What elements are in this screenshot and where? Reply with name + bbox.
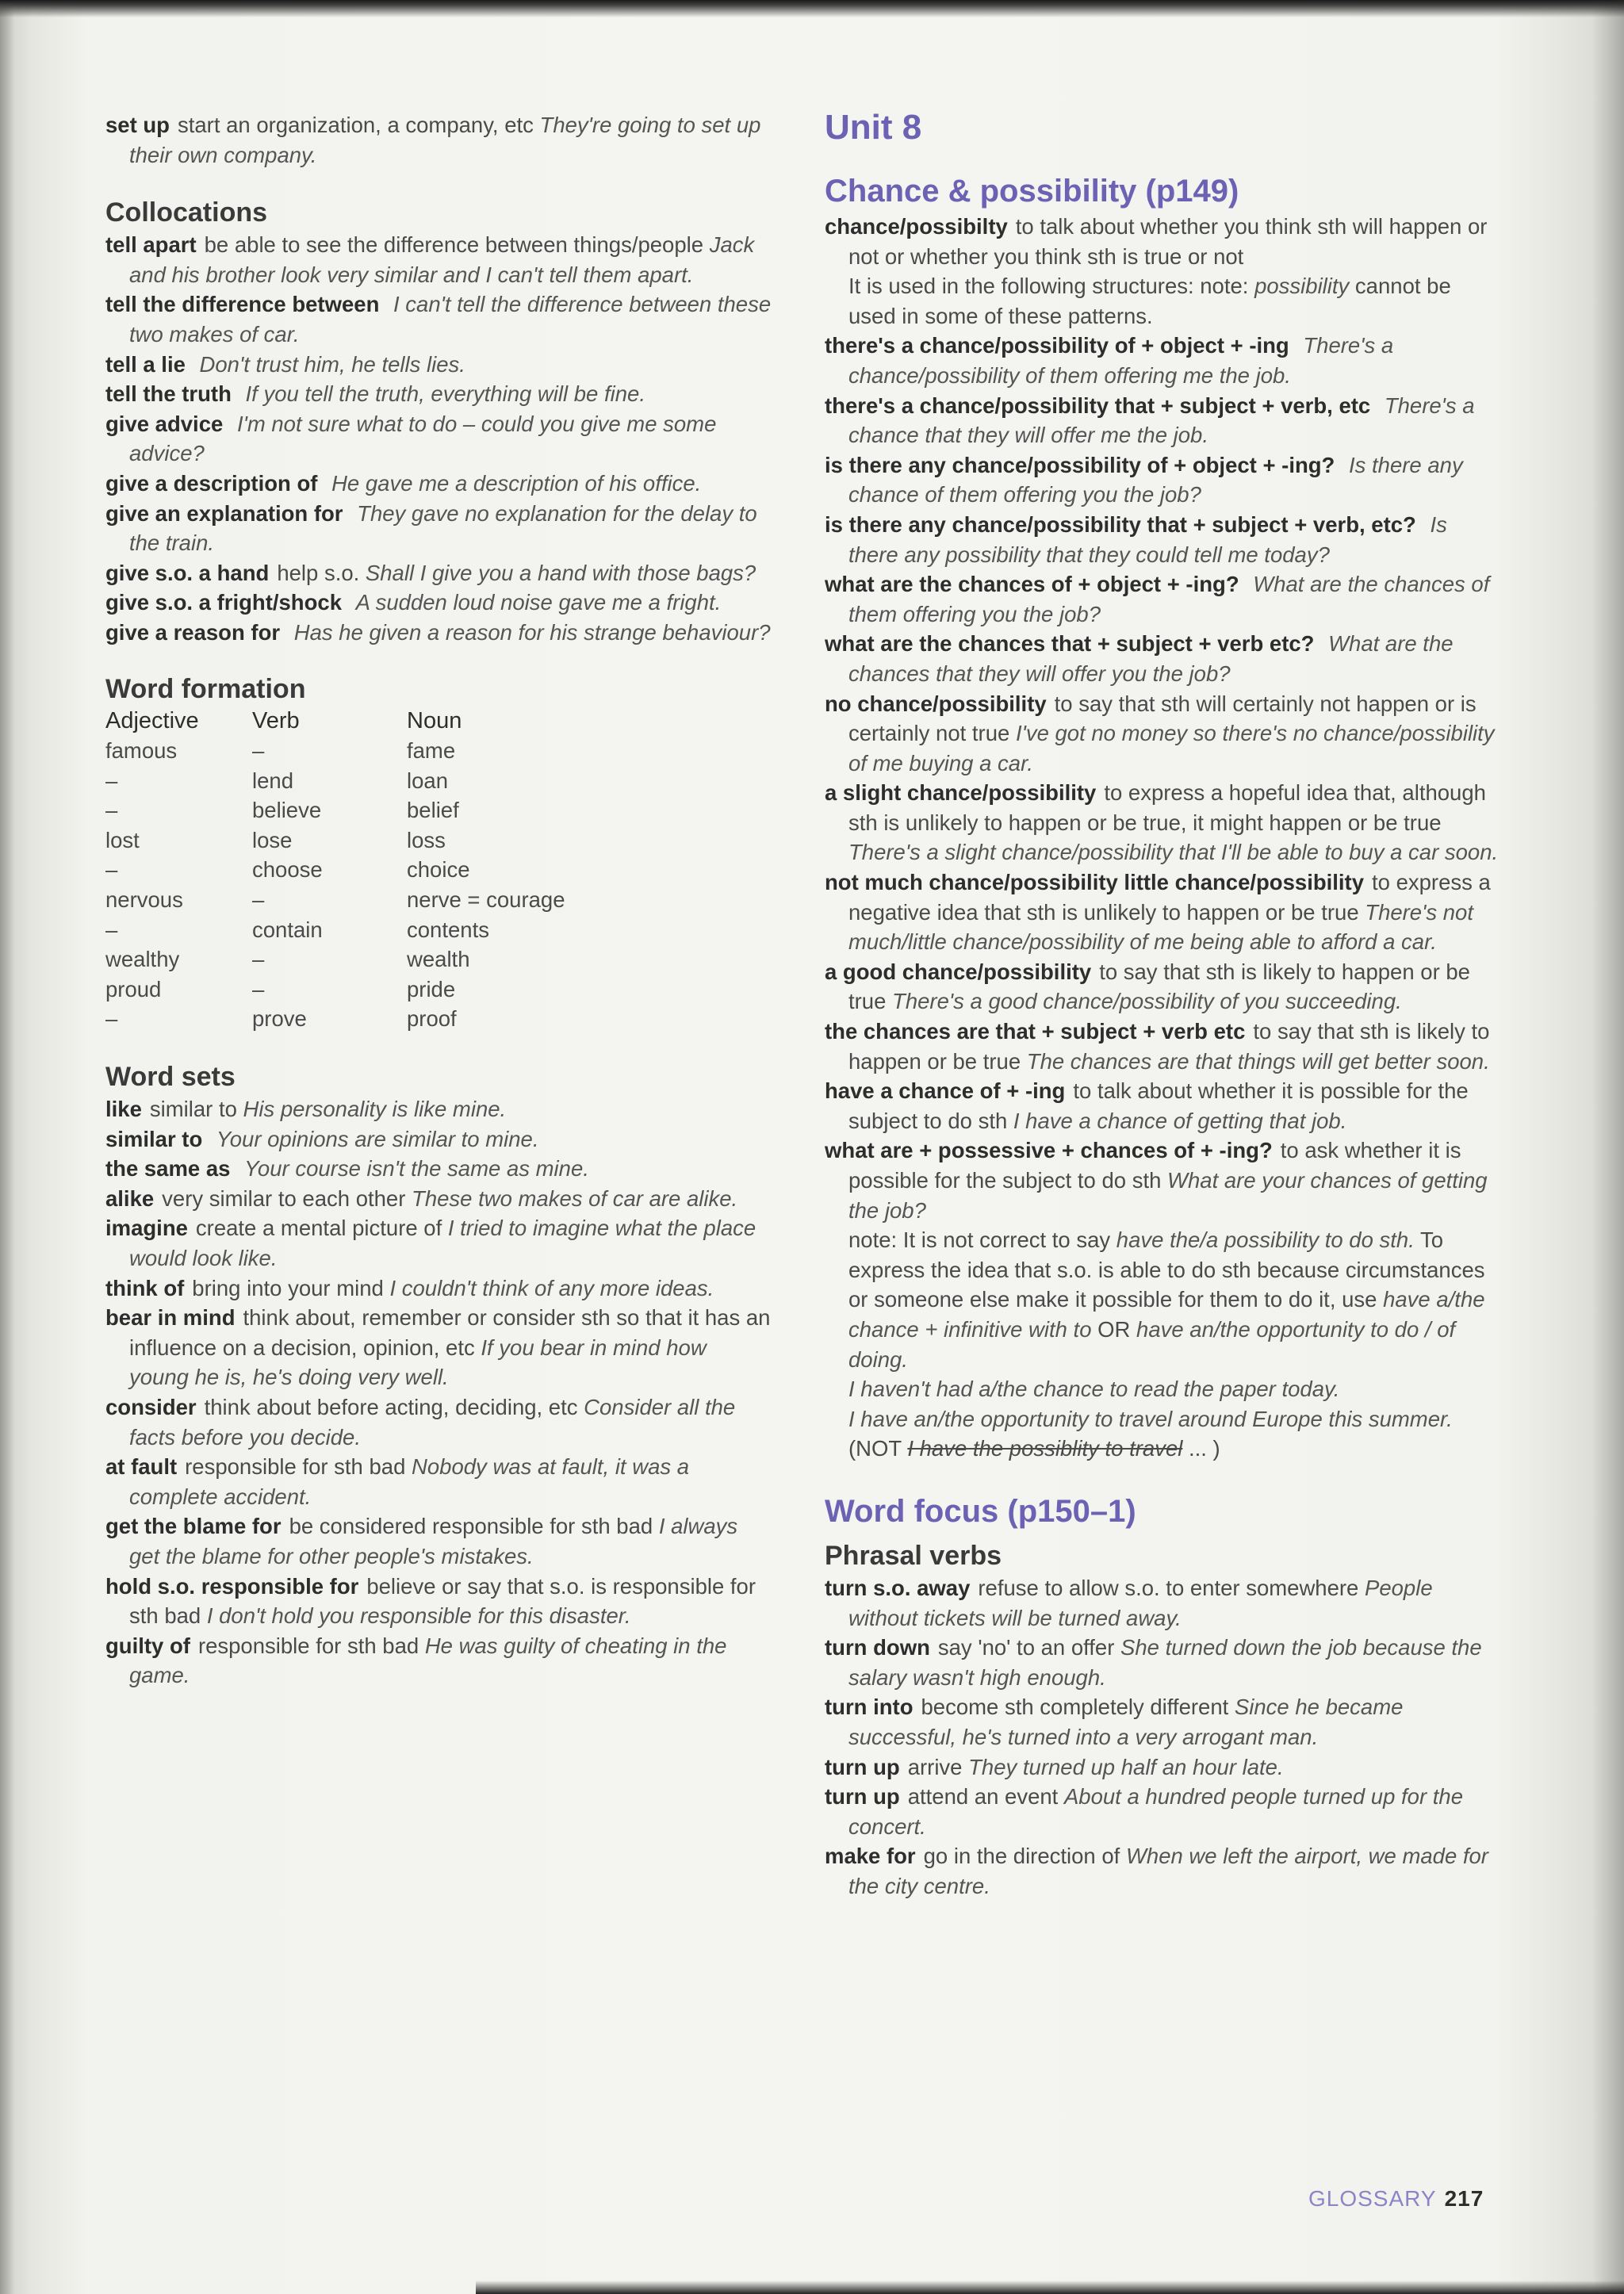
example: Nobody was at fault, it was a complete accident. xyxy=(129,1454,690,1509)
subsection-title-phrasal-verbs: Phrasal verbs xyxy=(825,1540,1002,1571)
chance-entry xyxy=(825,957,1499,1017)
headword: similar to xyxy=(105,1126,203,1151)
headword: give a reason for xyxy=(105,619,281,645)
headword: get the blame for xyxy=(105,1514,282,1539)
table-cell: – xyxy=(105,798,118,823)
word-set-entry xyxy=(105,1154,772,1184)
usage-note: note: It is not correct to say have the/a possibility to do sth. To express the idea that s.o. is able to do sth because circumstances or someone else make it possible for them to do it, use have a/the chance + infinitive with to OR have an/the opportunity to do / of doing. xyxy=(848,1227,1485,1372)
definition: go in the direction of xyxy=(923,1844,1120,1869)
section-title-word-focus: Word focus (p150–1) xyxy=(825,1493,1136,1529)
headword: a slight chance/possibility xyxy=(825,780,1097,806)
definition: believe or say that s.o. is responsible for sth bad xyxy=(129,1573,756,1629)
headword: like xyxy=(105,1097,142,1122)
table-cell: wealth xyxy=(407,947,470,972)
word-set-entry xyxy=(105,1631,772,1691)
collocation-entry xyxy=(105,588,772,618)
table-cell: lost xyxy=(105,827,140,852)
definition: be able to see the difference between things/people xyxy=(204,232,704,258)
table-cell: – xyxy=(252,738,265,764)
example: I can't tell the difference between these two makes of car. xyxy=(129,292,772,347)
table-row xyxy=(105,766,645,796)
table-cell: belief xyxy=(407,798,459,823)
table-row xyxy=(105,855,645,885)
example: I've got no money so there's no chance/possibility of me buying a car. xyxy=(848,721,1495,776)
headword: turn s.o. away xyxy=(825,1575,971,1600)
definition: to say that sth is likely to happen or be true xyxy=(848,1019,1490,1074)
table-cell: prove xyxy=(252,1006,307,1032)
column-header: Verb xyxy=(252,707,300,733)
definition: responsible for sth bad xyxy=(197,1633,419,1658)
example: About a hundred people turned up for the concert. xyxy=(848,1784,1463,1839)
top-edge-shadow xyxy=(0,0,1624,17)
example: People without tickets will be turned away. xyxy=(848,1575,1433,1630)
table-cell: – xyxy=(252,887,265,913)
chance-entry xyxy=(825,1136,1499,1225)
table-row xyxy=(105,825,645,856)
definition: create a mental picture of xyxy=(195,1216,442,1241)
headword: turn up xyxy=(825,1784,900,1810)
example: They gave no explanation for the delay to the train. xyxy=(129,500,757,556)
example: What are the chances that they will offer you the job? xyxy=(848,631,1454,686)
definition: become sth completely different xyxy=(921,1695,1229,1720)
table-cell: proof xyxy=(407,1006,457,1032)
definition: to talk about whether it is possible for the subject to do sth xyxy=(848,1078,1469,1133)
word-set-entry xyxy=(105,1452,772,1511)
example: I tried to imagine what the place would look like. xyxy=(129,1216,756,1270)
headword: the chances are that + subject + verb etc xyxy=(825,1019,1246,1044)
table-cell: wealthy xyxy=(105,947,180,972)
right-edge-shadow xyxy=(1592,0,1624,2294)
headword: give an explanation for xyxy=(105,500,343,526)
collocation-entry xyxy=(105,350,772,380)
word-formation-table xyxy=(105,707,645,1035)
example: There's not much/little chance/possibility of me being able to afford a car. xyxy=(848,899,1473,955)
definition: responsible for sth bad xyxy=(185,1454,406,1480)
example: When we left the airport, we made for the city centre. xyxy=(848,1844,1488,1898)
chance-entry xyxy=(825,1076,1499,1136)
example: What are the chances of them offering you the job? xyxy=(848,572,1490,626)
table-header-row xyxy=(105,707,645,737)
phrasal-verb-entry xyxy=(825,1752,1499,1783)
chance-entry xyxy=(825,689,1499,779)
collocation-entry xyxy=(105,379,772,409)
table-cell: believe xyxy=(252,798,322,823)
table-cell: choice xyxy=(407,857,470,883)
entry-chance-possibility-intro: chance/possibilty to talk about whether you think sth will happen or not or whether you think sth is true or not xyxy=(825,214,1488,269)
definition: to ask whether it is possible for the subject to do sth xyxy=(848,1138,1461,1193)
headword: the same as xyxy=(105,1156,231,1181)
table-cell: famous xyxy=(105,738,178,764)
column-header: Adjective xyxy=(105,707,199,733)
example: Your course isn't the same as mine. xyxy=(244,1156,589,1181)
headword: turn into xyxy=(825,1695,914,1720)
definition: think about before acting, deciding, etc xyxy=(204,1394,578,1419)
chance-entry xyxy=(825,867,1499,957)
chance-entry xyxy=(825,450,1499,510)
word-set-entry xyxy=(105,1511,772,1571)
example: Shall I give you a hand with those bags? xyxy=(365,560,756,585)
definition: very similar to each other xyxy=(162,1185,406,1211)
table-cell: nervous xyxy=(105,887,183,913)
headword: imagine xyxy=(105,1216,188,1241)
example: Is there any chance of them offering you the job? xyxy=(848,452,1463,507)
word-set-entry xyxy=(105,1273,772,1304)
example: His personality is like mine. xyxy=(243,1097,507,1122)
headword: is there any chance/possibility of + object + -ing? xyxy=(825,452,1335,477)
table-row xyxy=(105,975,645,1005)
collocation-entry xyxy=(105,469,772,499)
definition: bring into your mind xyxy=(192,1275,384,1300)
usage-example: I haven't had a/the chance to read the paper today. xyxy=(848,1377,1340,1402)
headword: tell a lie xyxy=(105,351,186,377)
headword: is there any chance/possibility that + subject + verb, etc? xyxy=(825,511,1416,537)
example: He was guilty of cheating in the game. xyxy=(129,1633,727,1688)
definition: similar to xyxy=(149,1097,237,1122)
footer-label: GLOSSARY xyxy=(1308,2186,1437,2211)
phrasal-verb-entry xyxy=(825,1841,1499,1901)
headword: guilty of xyxy=(105,1633,190,1658)
bottom-edge-shadow xyxy=(476,2281,1624,2294)
example: Your opinions are similar to mine. xyxy=(216,1126,539,1151)
headword: a good chance/possibility xyxy=(825,959,1092,984)
headword: tell apart xyxy=(105,232,197,258)
chance-entry xyxy=(825,629,1499,688)
word-set-entry xyxy=(105,1303,772,1392)
example: I have a chance of getting that job. xyxy=(1013,1108,1347,1133)
chance-entry xyxy=(825,778,1499,867)
headword: there's a chance/possibility of + object + -ing xyxy=(825,333,1289,358)
collocation-entry xyxy=(105,230,772,289)
definition: say 'no' to an offer xyxy=(937,1635,1115,1660)
example: They turned up half an hour late. xyxy=(968,1754,1284,1779)
headword: consider xyxy=(105,1394,197,1419)
table-row xyxy=(105,885,645,915)
collocation-entry xyxy=(105,618,772,648)
definition: to express a negative idea that sth is unlikely to happen or be true xyxy=(848,870,1491,925)
table-cell: – xyxy=(105,768,118,793)
table-row xyxy=(105,1004,645,1034)
definition: to say that sth is likely to happen or be true xyxy=(848,959,1470,1014)
phrasal-verb-entry xyxy=(825,1692,1499,1752)
collocations-list xyxy=(105,230,772,647)
left-column xyxy=(105,110,772,1691)
example: These two makes of car are alike. xyxy=(412,1185,738,1211)
chance-entry xyxy=(825,1017,1499,1076)
headword: no chance/possibility xyxy=(825,691,1047,716)
example: I couldn't think of any more ideas. xyxy=(389,1275,714,1300)
table-cell: nerve = courage xyxy=(407,887,565,913)
example: There's a slight chance/possibility that I'll be able to buy a car soon. xyxy=(848,840,1499,865)
table-cell: loss xyxy=(407,827,446,852)
table-cell: fame xyxy=(407,738,456,764)
definition: to say that sth will certainly not happen or is certainly not true xyxy=(848,691,1477,746)
table-row xyxy=(105,736,645,766)
phrasal-verbs-list xyxy=(825,1573,1499,1901)
example: Since he became successful, he's turned into a very arrogant man. xyxy=(848,1695,1404,1749)
headword: what are the chances of + object + -ing? xyxy=(825,572,1239,597)
definition: refuse to allow s.o. to enter somewhere xyxy=(978,1575,1359,1600)
collocation-entry xyxy=(105,499,772,558)
chance-entry xyxy=(825,391,1499,450)
table-cell: – xyxy=(252,947,265,972)
collocation-entry xyxy=(105,558,772,588)
example: If you tell the truth, everything will be fine. xyxy=(245,381,645,407)
chance-entry xyxy=(825,510,1499,569)
word-set-entry xyxy=(105,1124,772,1155)
page-number: 217 xyxy=(1444,2186,1484,2211)
section-title-chance-possibility: Chance & possibility (p149) xyxy=(825,174,1239,209)
section-title-word-sets: Word sets xyxy=(105,1062,236,1093)
word-set-entry xyxy=(105,1392,772,1452)
example: Is there any possibility that they could tell me today? xyxy=(848,511,1447,567)
word-set-entry xyxy=(105,1213,772,1273)
phrasal-verb-entry xyxy=(825,1633,1499,1692)
headword: give s.o. a hand xyxy=(105,560,270,585)
headword: give a description of xyxy=(105,470,318,496)
table-cell: – xyxy=(105,1006,118,1032)
example: I don't hold you responsible for this disaster. xyxy=(206,1603,631,1629)
table-cell: choose xyxy=(252,857,323,883)
example: She turned down the job because the salary wasn't high enough. xyxy=(848,1635,1482,1690)
phrasal-verb-entry xyxy=(825,1573,1499,1633)
page-footer xyxy=(1308,2186,1484,2212)
binding-shadow xyxy=(0,0,14,2294)
headword: alike xyxy=(105,1185,155,1211)
phrasal-verb-entry xyxy=(825,1782,1499,1841)
headword: tell the difference between xyxy=(105,292,380,317)
headword: give advice xyxy=(105,411,224,436)
example: There's a good chance/possibility of you succeeding. xyxy=(892,989,1402,1014)
chance-entry xyxy=(825,331,1499,390)
right-column xyxy=(825,110,1499,1901)
entry-set-up: set up start an organization, a company, etc They're going to set up their own company. xyxy=(105,113,761,167)
word-set-entry xyxy=(105,1094,772,1124)
headword: what are + possessive + chances of + -ing? xyxy=(825,1138,1273,1163)
intro-note: It is used in the following structures: note: possibility cannot be used in some of these patterns. xyxy=(848,274,1451,328)
example: The chances are that things will get better soon. xyxy=(1026,1048,1490,1074)
table-row xyxy=(105,915,645,945)
unit-title: Unit 8 xyxy=(825,108,922,147)
table-cell: lend xyxy=(252,768,293,793)
example: Consider all the facts before you decide. xyxy=(129,1394,736,1450)
definition: be considered responsible for sth bad xyxy=(289,1514,653,1539)
collocation-entry xyxy=(105,289,772,349)
definition: help s.o. xyxy=(277,560,360,585)
headword: what are the chances that + subject + verb etc? xyxy=(825,631,1315,657)
table-cell: loan xyxy=(407,768,448,793)
example: There's a chance that they will offer me the job. xyxy=(848,393,1475,448)
column-header: Noun xyxy=(407,707,462,733)
headword: think of xyxy=(105,1275,185,1300)
example: Has he given a reason for his strange behaviour? xyxy=(293,619,771,645)
headword: make for xyxy=(825,1844,916,1869)
section-title-word-formation: Word formation xyxy=(105,673,306,704)
collocation-entry xyxy=(105,409,772,469)
table-row xyxy=(105,795,645,825)
headword: tell the truth xyxy=(105,381,232,407)
example: Don't trust him, he tells lies. xyxy=(199,351,465,377)
chance-entry xyxy=(825,569,1499,629)
headword: give s.o. a fright/shock xyxy=(105,590,342,615)
example: There's a chance/possibility of them offering me the job. xyxy=(848,333,1394,388)
example: I always get the blame for other people's mistakes. xyxy=(129,1514,738,1568)
usage-example: I have an/the opportunity to travel around Europe this summer. (NOT I have the possiblity to travel ... ) xyxy=(848,1406,1453,1461)
word-sets-list xyxy=(105,1094,772,1691)
example: He gave me a description of his office. xyxy=(331,470,702,496)
definition: attend an event xyxy=(907,1784,1059,1810)
example: What are your chances of getting the job? xyxy=(848,1168,1488,1223)
word-set-entry xyxy=(105,1572,772,1631)
headword: there's a chance/possibility that + subject + verb, etc xyxy=(825,393,1371,418)
headword: have a chance of + -ing xyxy=(825,1078,1066,1104)
word-formation-rows xyxy=(105,736,645,1034)
example: If you bear in mind how young he is, he's doing very well. xyxy=(129,1335,707,1390)
headword: hold s.o. responsible for xyxy=(105,1573,359,1599)
definition: to express a hopeful idea that, although sth is unlikely to happen or be true, it might happen or be true xyxy=(848,780,1486,835)
word-set-entry xyxy=(105,1184,772,1214)
headword: not much chance/possibility little chance/possibility xyxy=(825,870,1365,895)
definition: think about, remember or consider sth so that it has an influence on a decision, opinion, etc xyxy=(129,1305,771,1360)
table-cell: pride xyxy=(407,976,456,1001)
headword: bear in mind xyxy=(105,1305,236,1331)
headword: turn down xyxy=(825,1635,930,1660)
table-cell: – xyxy=(105,917,118,942)
headword: turn up xyxy=(825,1754,900,1779)
table-cell: – xyxy=(252,976,265,1001)
table-cell: lose xyxy=(252,827,293,852)
chance-possibility-list xyxy=(825,331,1499,1225)
definition: arrive xyxy=(907,1754,963,1779)
example: I'm not sure what to do – could you give me some advice? xyxy=(129,411,717,466)
example: Jack and his brother look very similar and I can't tell them apart. xyxy=(129,232,755,287)
table-cell: – xyxy=(105,857,118,883)
example: A sudden loud noise gave me a fright. xyxy=(355,590,722,615)
table-cell: contain xyxy=(252,917,323,942)
section-title-collocations: Collocations xyxy=(105,197,268,228)
table-cell: contents xyxy=(407,917,489,942)
table-row xyxy=(105,944,645,975)
headword: at fault xyxy=(105,1454,178,1480)
table-cell: proud xyxy=(105,976,162,1001)
